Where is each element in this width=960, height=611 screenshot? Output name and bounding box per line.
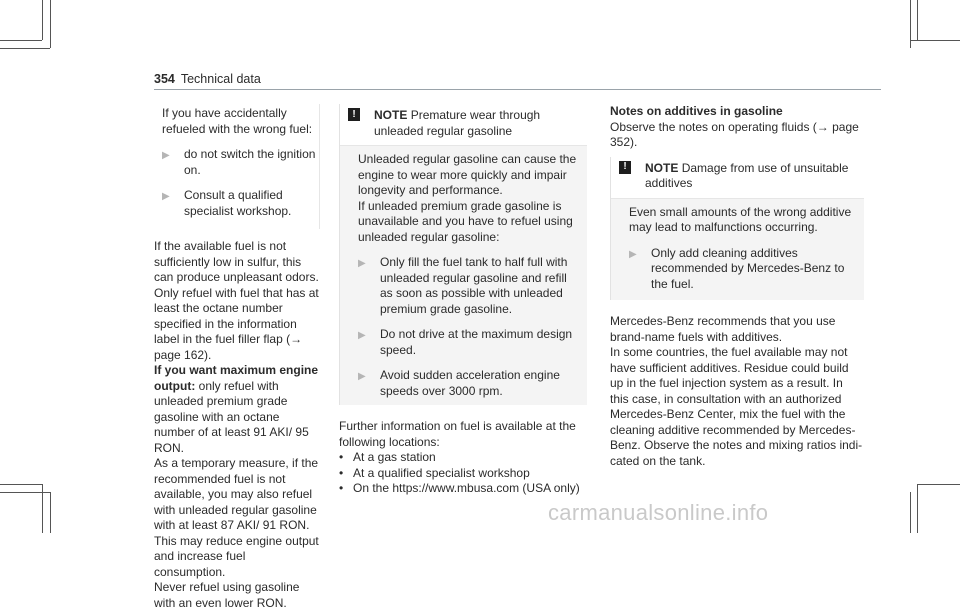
box-text: If you have accidentally refueled with the wrong fuel: <box>162 106 313 136</box>
paragraph: Observe the notes on operating fluids (→ page 352). <box>610 119 859 149</box>
paragraph: As a temporary measure, if the recommended fuel is not available, you may also refuel with unleaded regular gasoline with at least 87 AKI/ 91 RON. This may reduce engine output and increase fuel consumption. <box>154 456 319 579</box>
note-box <box>610 157 864 301</box>
note-step: ▶ Avoid sudden acceleration engine speeds over 3000 rpm. <box>358 368 560 398</box>
bullet-icon: • <box>339 465 344 480</box>
arrow-icon: ▶ <box>358 330 366 341</box>
crop-mark <box>910 0 911 48</box>
paragraph: Never refuel using gasoline with an even lower RON. <box>154 580 300 610</box>
note-title: Damage from use of unsuitable additives <box>645 160 849 190</box>
note-paragraph: Even small amounts of the wrong additive may lead to malfunctions occurring. <box>629 204 852 234</box>
arrow-icon: ▶ <box>358 258 366 269</box>
arrow-icon: ▶ <box>162 150 170 161</box>
paragraph: If the available fuel is not sufficiently low in sulfur, this can produce unpleasant odors. <box>154 239 319 284</box>
note-paragraph: If unleaded premium grade gasoline is unavailable and you have to refuel using unleaded regular gasoline: <box>358 198 573 244</box>
bullet-icon: • <box>339 450 344 464</box>
crop-mark <box>50 492 51 533</box>
wrong-fuel-box <box>154 104 320 229</box>
page-number: 354 <box>154 72 175 86</box>
list-item: • At a qualified specialist workshop <box>339 465 530 480</box>
arrow-icon: ▶ <box>629 248 637 260</box>
box-step: ▶ Consult a qualified specialist workshop. <box>162 188 292 218</box>
watermark: carmanualsonline.info <box>548 500 769 525</box>
paragraph: Further information on fuel is available at the following locations: <box>339 419 576 449</box>
section-heading: Notes on additives in gasoline <box>610 104 783 118</box>
header-rule <box>154 89 881 90</box>
crop-mark <box>910 492 911 533</box>
note-label: NOTE <box>645 160 679 175</box>
note-label: NOTE <box>374 108 408 122</box>
section-title: Technical data <box>180 72 261 86</box>
crop-mark <box>0 40 42 41</box>
warning-icon: ! <box>348 108 360 121</box>
crop-mark <box>50 0 51 48</box>
page-header <box>154 72 261 86</box>
crop-mark <box>917 0 918 40</box>
paragraph: Only refuel with fuel that has at least the octane number specified in the information label in the fuel filler flap (→ page 162). <box>154 285 319 362</box>
arrow-icon: ▶ <box>358 371 366 382</box>
list-item: • At a gas station <box>339 450 436 464</box>
list-item: • On the https://www.mbusa.com (USA only) <box>339 481 580 495</box>
crop-mark <box>917 484 960 485</box>
warning-icon: ! <box>619 161 631 174</box>
note-paragraph: Unleaded regular gasoline can cause the engine to wear more quickly and impair longevity and performance. <box>358 152 577 197</box>
note-title: Premature wear through unleaded regular gasoline <box>374 108 541 138</box>
crop-mark <box>0 48 50 49</box>
crop-mark <box>0 484 42 485</box>
arrow-icon: ▶ <box>162 191 170 202</box>
column-3 <box>610 104 864 469</box>
note-step: ▶ Only fill the fuel tank to half full with unleaded regular gasoline and refill as soon as possible with unleaded premium grade gasoline. <box>358 255 568 316</box>
column-2 <box>339 104 587 497</box>
crop-mark <box>910 40 960 41</box>
note-step: ▶ Do not drive at the maximum design speed. <box>358 327 573 357</box>
paragraph: In some countries, the fuel available may not have sufficient additives. Residue could build up in the fuel injection system as a result. In this case, in consultation with an authorized Mercedes-Benz Center, mix the fuel with the cleaning additive recommended by Mercedes-Benz. Observe the notes and mixing ratios indicated on the tank. <box>610 345 863 468</box>
paragraph: Mercedes-Benz recommends that you use brand-name fuels with additives. <box>610 314 836 344</box>
bullet-icon: • <box>339 481 344 495</box>
crop-mark <box>0 492 50 493</box>
column-1 <box>154 104 320 611</box>
note-box <box>339 104 587 405</box>
crop-mark <box>42 0 43 40</box>
crop-mark <box>917 484 918 533</box>
note-step: ▶ Only add cleaning additives recommended by Mercedes-Benz to the fuel. <box>629 245 845 291</box>
box-step: ▶ do not switch the ignition on. <box>162 147 316 177</box>
paragraph: If you want maximum engine output: only refuel with unleaded premium grade gasoline with an octane number of at least 91 AKI/ 95 RON. <box>154 363 319 455</box>
